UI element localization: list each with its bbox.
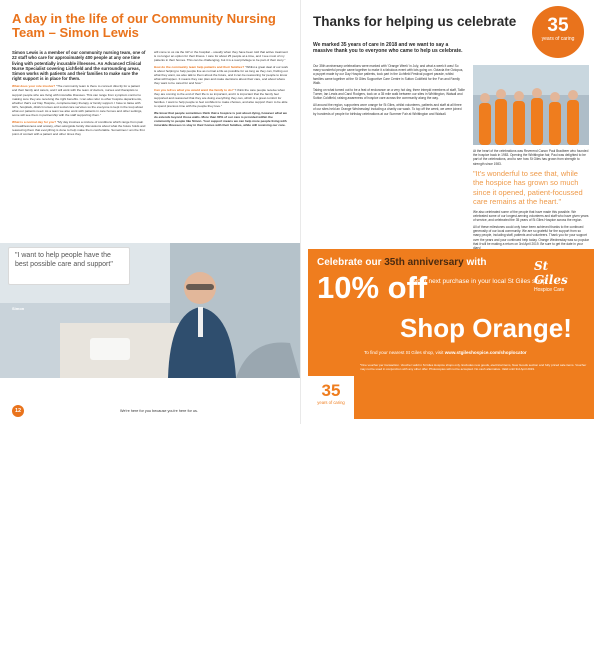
question-answer-2: What is a normal day for you? "My day involves a mixture of conditions which range from pain to breathlessness and anxiety, often alongside family discussions about what the future holds and reassuring them that everything is done to help make them comfortable. Sometimes I am the first point of contact with a patient and other times they	[12, 119, 146, 136]
page-number-left: 12	[12, 405, 24, 417]
celebration-photo	[473, 65, 589, 145]
photo-caption: Simon	[12, 306, 25, 311]
discount-text: 10% off	[317, 270, 428, 305]
discount-subtext: your next purchase in your local St Giles shop	[414, 278, 547, 285]
celebrate-lead: We marked 35 years of care in 2018 and we want to say a massive thank you to everyone who came to help us celebrate.	[313, 42, 463, 55]
shop-locator-text: To find your nearest St Giles shop, visit www.stgileshospice.com/shoplocator	[364, 350, 527, 355]
celebrate-body: Our 35th anniversary celebrations were marked with 'Orange Week' in July, and what a week it was! So many wonderful people came together to make it a fabulous event with lots going on. Octavia the Octopus, a puppet made by our Day Hospice patients, took part in the Lichfield Festival puppet parade, whilst families came together at the St Giles Supportive Care Centre in Sutton Coldfield for the Fun and Family Walk. Taking on what turned out to be a feat of endurance on a very hot day, three intrepid members of staff, Tallie Turner, Ian Lewis and Carol Rodgers, took on a 35 mile walk between our sites in Whittington, Walsall and Sutton Coldfield, raising awareness of hospice care across the community along the way. All around the region, supporters wore orange for St Giles, whilst volunteers, patients and staff at all three of our sites held an Orange Wednesday! including a charity car wash. To top off the week, we were joined by hundreds of people for birthday celebrations at our Summer Fair at Whittington and Walsall.	[313, 64, 465, 116]
question-answer-4: Can you tell us what you would want the family to do? "I think the care people receive when they are coming to the end of their life is so important, and it is important that the family feel supported and reassured that they are doing everything they can, which is a great comfort for families. I want to help people to feel confident to make choices, and also support them to be able to spend precious time with the people they love."	[154, 87, 288, 109]
article-lead: Simon Lewis is a member of our community nursing team, one of 22 staff who care for approximately 400 people at any one time living with potentially incurable illnesses. An Advanced Clinical Nurse Specialist covering Lichfield and the surrounding areas, Simon works with patients and their families to make sure the right support is in place for them.	[12, 50, 146, 82]
shop-locator-link[interactable]: www.stgileshospice.com/shoplocator	[444, 350, 527, 355]
article-column-2	[154, 50, 288, 250]
st-giles-logo: St Giles Hospice Care	[534, 259, 568, 293]
founder-quote: "It's wonderful to see that, while the hospice has grown so much since it opened, patient-focussed care remains at the heart."	[473, 168, 583, 207]
question-answer-1: What does your role involve? "The community team is there to connect directly for a patient and their family and carers, and I will work with the team of doctors, nurses and therapists to support people who are living with incurable illnesses. This can range from symptom control to making sure they are receiving the right benefits. I can also refer to other hospice departments, whether that's our Day Hospice, complementary therapy or family support. I have to liaise with GPs, hospitals, district nurses and social care services so the everyone is kept in the loop about what our patients need. As a team we also work with patients in care homes and other settings, some will see them in partnership with the staff supporting them."	[12, 84, 144, 118]
shop-orange-advert	[308, 249, 594, 663]
closing-paragraph: We know that people sometimes think that a hospice is just about dying, however what we do extends beyond those walls. More than 60% of our care is provided within the community to people like Simon. Your support means we can help more people living with incurable illnesses to stay in their homes with their families, while still receiving our care.	[154, 111, 287, 128]
article-title: A day in the life of our Community Nursing Team – Simon Lewis	[12, 11, 276, 40]
right-page	[300, 0, 600, 663]
article-columns	[12, 50, 288, 250]
left-page	[0, 0, 300, 424]
35-years-badge: 35 years of caring	[532, 6, 584, 58]
pull-quote: "I want to help people have the best possible care and support"	[8, 247, 130, 285]
article-column-1	[12, 50, 146, 250]
page-number-right: 13	[584, 657, 590, 663]
advert-headline: Celebrate our 35th anniversary with	[317, 257, 487, 268]
shop-orange-heading: Shop Orange!	[400, 313, 572, 343]
footer-strapline: We're here for you because you're here for us.	[120, 409, 198, 413]
terms-and-conditions: *One voucher per transaction. Voucher valid in St Giles Hospice shops only. Excludes new goods, electrical items, New Goods section and fully priced sale items. Voucher may not be used in conjunction with any other offer. Photocopies will not be accepted. No cash alternative. Valid until 3rd April 2019.	[360, 363, 587, 371]
ad-35-years-badge: 35 years of caring	[308, 376, 354, 419]
column-2-intro: will come to us via the GP or the hospital – usually when they have been told that active treatment is no longer an option for their illness. I care for about 25 people at a time, and I see most of my patients in their homes. This can be challenging, but it is a real privilege to be part of their story."	[154, 50, 288, 63]
celebrate-title: Thanks for helping us celebrate	[313, 14, 517, 29]
celebrate-sidebar: At the heart of the celebrations was Reverend Canon Paul Bradbeer who founded the hospice back in 1983. Opening the Whittington fair, Paul was delighted to be part of the celebrations, and to see how St Giles has grown from strength to strength since 1983. "It's wonderful to see that, while the hospice has grown so much since it opened, patient-focussed care remains at the heart." We also celebrated some of the people that have made this possible. We celebrated some of our longest-serving volunteers and staff who have given years of service, and celebrated the 35 years of St Giles Hospice across the region. All of these milestones could only have been achieved thanks to the continued generosity of our local community. We are so grateful for the support from so many people, including staff, patients and volunteers. Thank you for your support over the years and your continued help today. Orange Wednesday was so popular that it will be making a return on 3rd April 2019. Be sure to get the date in your	[473, 149, 589, 246]
question-answer-3: How do the community team help patients and their families? "Whilst a great deal of our work is about helping to help people live as normal a life as possible for as long as they can, finding out what they want, we also talk to them about the future, and it can be reassuring for people to know what will happen. It means they can plan and make decisions about their care, and about where they want to be cared for and how."	[154, 64, 288, 86]
